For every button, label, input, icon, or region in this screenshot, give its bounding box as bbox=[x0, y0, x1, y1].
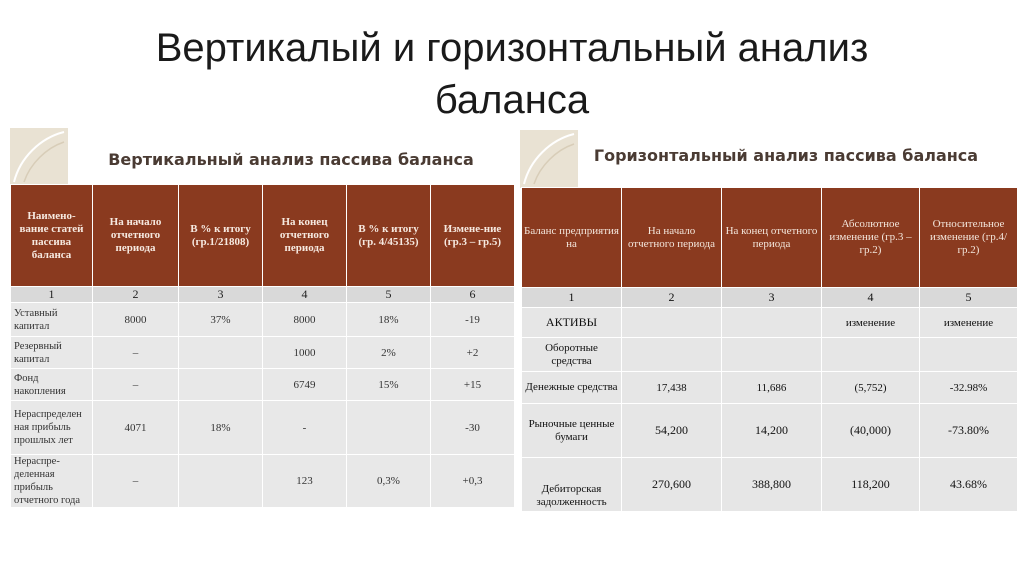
table-cell: (40,000) bbox=[822, 404, 920, 458]
table-cell bbox=[179, 337, 263, 369]
table-cell bbox=[722, 308, 822, 338]
vertical-analysis-table bbox=[10, 184, 515, 508]
header-cell: Измене-ние (гр.3 – гр.5) bbox=[431, 185, 515, 287]
table-row bbox=[522, 338, 1018, 372]
table-row bbox=[11, 369, 515, 401]
table-cell: (5,752) bbox=[822, 372, 920, 404]
row-label: АКТИВЫ bbox=[522, 308, 622, 338]
slide-title-line1: Вертикалый и горизонтальный анализ bbox=[155, 26, 869, 70]
table-cell: +0,3 bbox=[431, 455, 515, 508]
table-cell: – bbox=[93, 455, 179, 508]
table-row bbox=[11, 401, 515, 455]
table-row bbox=[11, 337, 515, 369]
table-row bbox=[522, 308, 1018, 338]
column-number-row bbox=[11, 287, 515, 303]
column-number: 2 bbox=[622, 288, 722, 308]
column-number: 5 bbox=[920, 288, 1018, 308]
row-label: Рыночные ценные бумаги bbox=[522, 404, 622, 458]
header-cell: В % к итогу (гр.1/21808) bbox=[179, 185, 263, 287]
leaf-decoration-left bbox=[10, 128, 68, 186]
table-row bbox=[11, 455, 515, 508]
table-cell bbox=[920, 338, 1018, 372]
table-cell: 118,200 bbox=[822, 458, 920, 512]
table-cell: 6749 bbox=[263, 369, 347, 401]
table-cell: изменение bbox=[822, 308, 920, 338]
header-cell: На конец отчетного периода bbox=[722, 188, 822, 288]
table-cell bbox=[622, 308, 722, 338]
header-cell: Абсолютное изменение (гр.3 – гр.2) bbox=[822, 188, 920, 288]
header-cell: На начало отчетного периода bbox=[622, 188, 722, 288]
table-cell: 17,438 bbox=[622, 372, 722, 404]
header-cell: В % к итогу (гр. 4/45135) bbox=[347, 185, 431, 287]
column-number: 4 bbox=[263, 287, 347, 303]
table-row bbox=[11, 303, 515, 337]
header-cell: На конец отчетного периода bbox=[263, 185, 347, 287]
table-header-row bbox=[522, 188, 1018, 288]
table-cell bbox=[179, 369, 263, 401]
column-number: 1 bbox=[522, 288, 622, 308]
table-cell: -30 bbox=[431, 401, 515, 455]
table-cell: - bbox=[263, 401, 347, 455]
table-row bbox=[522, 404, 1018, 458]
table-cell: – bbox=[93, 369, 179, 401]
row-label: Денежные средства bbox=[522, 372, 622, 404]
row-label: Нераспре-деленная прибыль отчетного года bbox=[11, 455, 93, 508]
column-number-row bbox=[522, 288, 1018, 308]
row-label: Уставный капитал bbox=[11, 303, 93, 337]
table-cell: -73.80% bbox=[920, 404, 1018, 458]
table-cell: 0,3% bbox=[347, 455, 431, 508]
table-cell: 388,800 bbox=[722, 458, 822, 512]
table-cell: 11,686 bbox=[722, 372, 822, 404]
table-cell: -19 bbox=[431, 303, 515, 337]
table-cell bbox=[179, 455, 263, 508]
table-cell bbox=[822, 338, 920, 372]
table-cell: 15% bbox=[347, 369, 431, 401]
table-cell: -32.98% bbox=[920, 372, 1018, 404]
table-cell: +15 bbox=[431, 369, 515, 401]
row-label: Оборотные средства bbox=[522, 338, 622, 372]
table-cell bbox=[347, 401, 431, 455]
leaf-decoration-right bbox=[520, 130, 578, 188]
column-number: 1 bbox=[11, 287, 93, 303]
column-number: 4 bbox=[822, 288, 920, 308]
table-cell: 8000 bbox=[93, 303, 179, 337]
row-label: Нераспределен ная прибыль прошлых лет bbox=[11, 401, 93, 455]
column-number: 5 bbox=[347, 287, 431, 303]
horizontal-analysis-table bbox=[521, 187, 1018, 512]
header-cell: Наимено-вание статей пассива баланса bbox=[11, 185, 93, 287]
header-cell: На начало отчетного периода bbox=[93, 185, 179, 287]
table-cell: 4071 bbox=[93, 401, 179, 455]
header-cell: Относительное изменение (гр.4/гр.2) bbox=[920, 188, 1018, 288]
table-row bbox=[522, 372, 1018, 404]
vertical-analysis-title: Вертикальный анализ пассива баланса bbox=[108, 150, 474, 169]
table-cell: 2% bbox=[347, 337, 431, 369]
table-cell: – bbox=[93, 337, 179, 369]
table-cell bbox=[622, 338, 722, 372]
horizontal-analysis-title: Горизонтальный анализ пассива баланса bbox=[593, 146, 979, 165]
table-cell: 37% bbox=[179, 303, 263, 337]
column-number: 3 bbox=[179, 287, 263, 303]
table-cell: 1000 bbox=[263, 337, 347, 369]
table-cell: изменение bbox=[920, 308, 1018, 338]
table-cell: +2 bbox=[431, 337, 515, 369]
table-cell: 18% bbox=[347, 303, 431, 337]
row-label: Фонд накопления bbox=[11, 369, 93, 401]
table-row bbox=[522, 458, 1018, 512]
row-label: Дебиторская задолженность bbox=[522, 458, 622, 512]
column-number: 2 bbox=[93, 287, 179, 303]
table-cell: 8000 bbox=[263, 303, 347, 337]
slide-title-line2: баланса bbox=[434, 78, 590, 122]
slide-title bbox=[0, 22, 1024, 126]
table-cell bbox=[722, 338, 822, 372]
table-cell: 14,200 bbox=[722, 404, 822, 458]
table-cell: 54,200 bbox=[622, 404, 722, 458]
table-cell: 18% bbox=[179, 401, 263, 455]
column-number: 3 bbox=[722, 288, 822, 308]
table-cell: 123 bbox=[263, 455, 347, 508]
row-label: Резервный капитал bbox=[11, 337, 93, 369]
table-header-row bbox=[11, 185, 515, 287]
table-cell: 43.68% bbox=[920, 458, 1018, 512]
column-number: 6 bbox=[431, 287, 515, 303]
table-cell: 270,600 bbox=[622, 458, 722, 512]
header-cell: Баланс предприятия на bbox=[522, 188, 622, 288]
